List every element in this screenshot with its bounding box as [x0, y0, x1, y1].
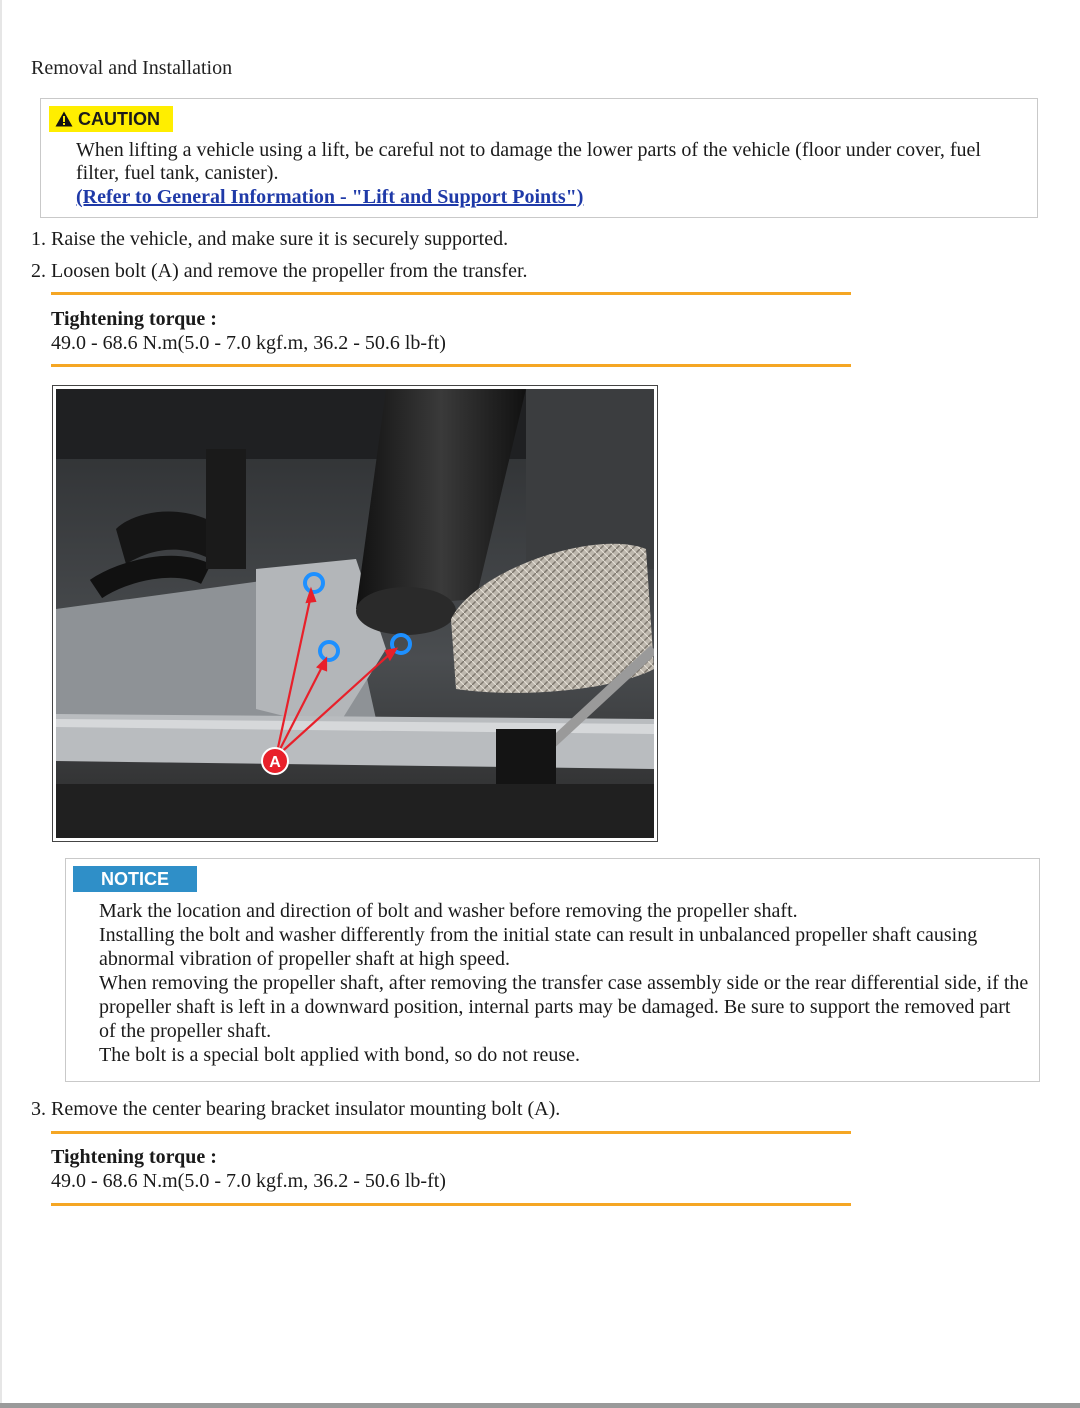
undercarriage-illustration [56, 389, 654, 838]
torque-value: 49.0 - 68.6 N.m(5.0 - 7.0 kgf.m, 36.2 - 50.6 lb-ft) [51, 1170, 446, 1192]
caution-badge-label: CAUTION [78, 108, 160, 129]
step-1 [31, 228, 508, 251]
step-text: Loosen bolt (A) and remove the propeller from the transfer. [51, 260, 528, 282]
step-number: 1. [31, 228, 46, 250]
notice-box [65, 858, 1040, 1082]
step-3 [31, 1098, 560, 1121]
propeller-shaft-photo [52, 385, 658, 842]
callout-badge [262, 748, 288, 774]
step-number: 3. [31, 1098, 46, 1120]
caution-text: When lifting a vehicle using a lift, be careful not to damage the lower parts of the vehicle (floor under cover, fuel filter, fuel tank, canister). [76, 139, 981, 184]
caution-badge [49, 106, 173, 132]
spec-bottom-rule [51, 1203, 851, 1206]
spec-top-rule [51, 292, 851, 295]
torque-value: 49.0 - 68.6 N.m(5.0 - 7.0 kgf.m, 36.2 - 50.6 lb-ft) [51, 332, 446, 354]
notice-item: Installing the bolt and washer differently from the initial state can result in unbalanced propeller shaft causing abnormal vibration of propeller shaft at high speed. [99, 924, 978, 970]
notice-item: The bolt is a special bolt applied with bond, so do not reuse. [99, 1044, 581, 1066]
spec-bottom-rule [51, 364, 851, 367]
caution-box [40, 98, 1038, 218]
section-title: Removal and Installation [31, 57, 233, 79]
spec-top-rule [51, 1131, 851, 1134]
torque-label: Tightening torque : [51, 1146, 217, 1168]
step-2 [31, 260, 528, 283]
step-number: 2. [31, 260, 46, 282]
notice-list [99, 899, 1029, 1067]
step-text: Remove the center bearing bracket insulator mounting bolt (A). [51, 1098, 561, 1120]
warning-triangle-icon [55, 111, 73, 127]
notice-badge: NOTICE [73, 866, 197, 892]
step-text: Raise the vehicle, and make sure it is securely supported. [51, 228, 509, 250]
callout-letter: A [269, 754, 281, 771]
bottom-scroll-bar [0, 1403, 1080, 1408]
notice-item: When removing the propeller shaft, after removing the transfer case assembly side or the rear differential side, if the propeller shaft is left in a downward position, internal parts may be damaged. Be sure to support the removed part of the propeller shaft. [99, 972, 1029, 1042]
notice-item: Mark the location and direction of bolt and washer before removing the propeller shaft. [99, 900, 798, 922]
torque-label: Tightening torque : [51, 308, 217, 330]
page-left-edge [0, 0, 2, 1408]
lift-support-points-link[interactable]: (Refer to General Information - "Lift and Support Points") [76, 186, 584, 208]
